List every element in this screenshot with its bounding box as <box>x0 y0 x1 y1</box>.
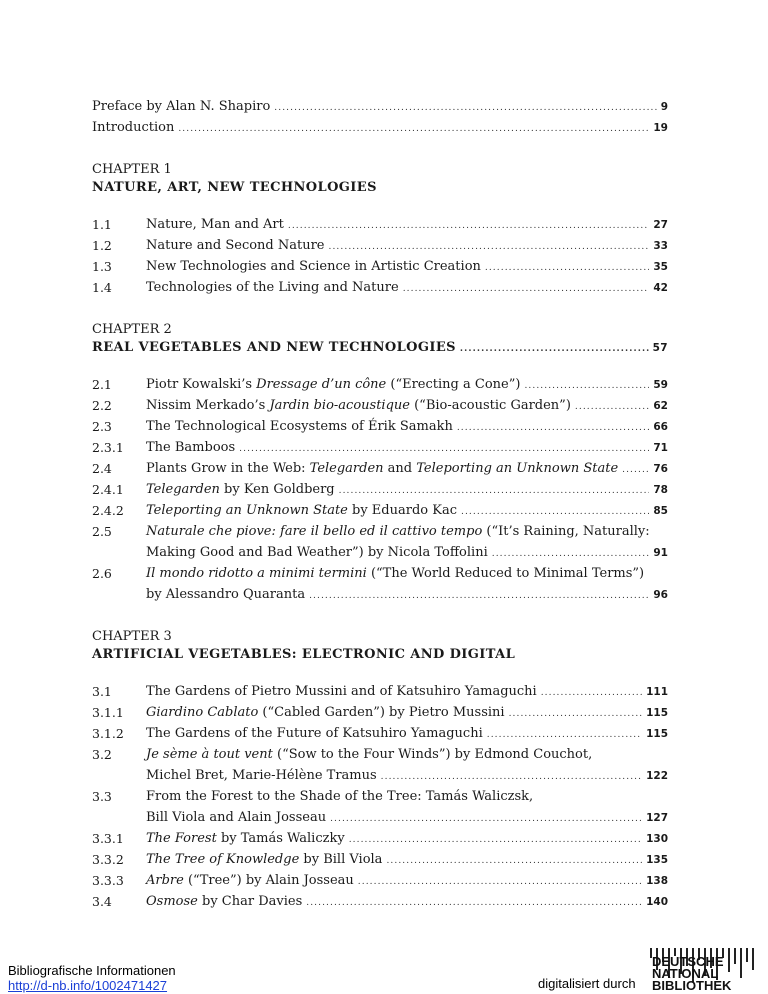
entry-number: 2.3 <box>92 419 112 434</box>
entry-number: 2.5 <box>92 524 112 539</box>
entry-page-number: 127 <box>646 812 668 824</box>
toc-entry <box>92 417 668 437</box>
entry-title: Technologies of the Living and Nature <box>146 280 399 295</box>
entry-title: Bill Viola and Alain Josseau <box>146 810 327 825</box>
dot-leader <box>288 216 650 236</box>
entry-number: 3.1.2 <box>92 726 124 741</box>
dot-leader <box>487 725 642 745</box>
toc-entry <box>92 118 668 138</box>
entry-title: New Technologies and Science in Artistic Creation <box>146 259 481 274</box>
toc-entry <box>92 871 668 891</box>
entry-number: 2.6 <box>92 566 112 581</box>
toc-entry <box>92 808 668 828</box>
toc-entry <box>92 257 668 277</box>
entry-title: Piotr Kowalski’s Dressage d’un cône (“Erecting a Cone”) <box>146 377 521 392</box>
entry-title: Je sème à tout vent (“Sow to the Four Winds”) by Edmond Couchot, <box>146 747 593 762</box>
digitized-by-text: digitalisiert durch <box>538 976 636 991</box>
entry-number: 3.2 <box>92 747 112 762</box>
chapter-heading <box>92 321 668 358</box>
toc-entry <box>92 278 668 298</box>
toc-entry <box>92 585 668 605</box>
dot-leader <box>329 237 650 257</box>
dot-leader <box>461 502 649 522</box>
dot-leader <box>509 704 643 724</box>
toc-entry <box>92 215 668 235</box>
dot-leader <box>381 767 642 787</box>
entry-title: The Gardens of the Future of Katsuhiro Yamaguchi <box>146 726 483 741</box>
entry-page-number: 9 <box>660 101 668 113</box>
dot-leader <box>339 481 650 501</box>
chapter-heading <box>92 161 668 197</box>
entry-page-number: 111 <box>646 686 668 698</box>
dot-leader <box>178 119 649 139</box>
entry-number: 1.2 <box>92 238 112 253</box>
biblio-label: Bibliografische Informationen <box>8 963 176 978</box>
toc-entry <box>92 892 668 912</box>
chapter-title: NATURE, ART, NEW TECHNOLOGIES <box>92 180 377 195</box>
entry-page-number: 76 <box>653 463 668 475</box>
toc-entry <box>92 236 668 256</box>
entry-page-number: 85 <box>653 505 668 517</box>
entry-number: 2.2 <box>92 398 112 413</box>
entry-number: 3.1.1 <box>92 705 124 720</box>
entry-title: Nature, Man and Art <box>146 217 284 232</box>
entry-title: The Gardens of Pietro Mussini and of Katsuhiro Yamaguchi <box>146 684 537 699</box>
logo-bar <box>740 948 742 978</box>
entry-page-number: 122 <box>646 770 668 782</box>
toc-entry <box>92 459 668 479</box>
chapter-label: CHAPTER 2 <box>92 322 172 337</box>
entry-page-number: 19 <box>653 122 668 134</box>
dot-leader <box>330 809 642 829</box>
entry-number: 3.3.2 <box>92 852 124 867</box>
dot-leader <box>485 258 649 278</box>
entry-page-number: 115 <box>646 728 668 740</box>
entry-number: 1.3 <box>92 259 112 274</box>
toc-entry <box>92 396 668 416</box>
logo-bar <box>728 948 730 972</box>
dot-leader <box>541 683 642 703</box>
logo-bar <box>752 948 754 970</box>
entry-page-number: 62 <box>653 400 668 412</box>
entry-page-number: 115 <box>646 707 668 719</box>
logo-bar <box>746 948 748 962</box>
entry-title: Teleporting an Unknown State by Eduardo Kac <box>146 503 457 518</box>
dot-leader <box>403 279 650 299</box>
entry-title: Nissim Merkado’s Jardin bio-acoustique (“Bio-acoustic Garden”) <box>146 398 571 413</box>
toc-entry <box>92 543 668 563</box>
dot-leader <box>309 586 649 606</box>
entry-page-number: 78 <box>653 484 668 496</box>
toc-entry <box>92 501 668 521</box>
logo-line-2: NATIONAL <box>652 966 719 981</box>
entry-title: Osmose by Char Davies <box>146 894 303 909</box>
dot-leader <box>274 98 656 118</box>
toc-entry <box>92 522 668 542</box>
entry-page-number: 130 <box>646 833 668 845</box>
logo-line-1: DEUTSCHE <box>652 954 724 969</box>
entry-page-number: 138 <box>646 875 668 887</box>
entry-number: 1.4 <box>92 280 112 295</box>
entry-title: The Tree of Knowledge by Bill Viola <box>146 852 383 867</box>
entry-page-number: 33 <box>653 240 668 252</box>
entry-number: 3.1 <box>92 684 112 699</box>
dnb-logo <box>646 946 764 992</box>
dot-leader <box>492 544 650 564</box>
entry-number: 3.3.1 <box>92 831 124 846</box>
dot-leader <box>349 830 642 850</box>
entry-number: 2.3.1 <box>92 440 124 455</box>
entry-number: 2.1 <box>92 377 112 392</box>
dot-leader <box>306 893 642 913</box>
toc-entry <box>92 480 668 500</box>
chapter-page-number: 57 <box>652 342 668 354</box>
chapter-heading <box>92 628 668 664</box>
dot-leader <box>239 439 649 459</box>
entry-page-number: 66 <box>653 421 668 433</box>
toc-entry <box>92 724 668 744</box>
dot-leader <box>457 418 650 438</box>
entry-page-number: 42 <box>653 282 668 294</box>
entry-number: 3.3.3 <box>92 873 124 888</box>
chapter-label: CHAPTER 3 <box>92 629 172 644</box>
entry-title: The Bamboos <box>146 440 236 455</box>
entry-title: by Alessandro Quaranta <box>146 587 306 602</box>
entry-title: Giardino Cablato (“Cabled Garden”) by Pietro Mussini <box>146 705 505 720</box>
entry-title: Michel Bret, Marie-Hélène Tramus <box>146 768 377 783</box>
toc-entry <box>92 682 668 702</box>
entry-number: 3.3 <box>92 789 112 804</box>
toc-entry <box>92 766 668 786</box>
toc-entry <box>92 850 668 870</box>
entry-title: Introduction <box>92 120 175 135</box>
chapter-label: CHAPTER 1 <box>92 162 172 177</box>
entry-number: 2.4.1 <box>92 482 124 497</box>
entry-page-number: 91 <box>653 547 668 559</box>
entry-page-number: 140 <box>646 896 668 908</box>
dot-leader <box>386 851 642 871</box>
dot-leader <box>524 376 649 396</box>
entry-title: Making Good and Bad Weather”) by Nicola Toffolini <box>146 545 488 560</box>
entry-page-number: 71 <box>653 442 668 454</box>
toc-entry <box>92 438 668 458</box>
entry-number: 3.4 <box>92 894 112 909</box>
entry-title: Preface by Alan N. Shapiro <box>92 99 271 114</box>
toc-entry <box>92 829 668 849</box>
toc-entry <box>92 564 668 584</box>
toc-entry <box>92 375 668 395</box>
logo-line-3: BIBLIOTHEK <box>652 978 732 992</box>
dot-leader <box>358 872 642 892</box>
entry-title: The Forest by Tamás Waliczky <box>146 831 345 846</box>
entry-title: Naturale che piove: fare il bello ed il cattivo tempo (“It’s Raining, Naturally: <box>146 524 650 539</box>
entry-number: 2.4 <box>92 461 112 476</box>
entry-page-number: 59 <box>653 379 668 391</box>
chapter-title: ARTIFICIAL VEGETABLES: ELECTRONIC AND DIGITAL <box>92 647 516 662</box>
entry-title: Arbre (“Tree”) by Alain Josseau <box>146 873 354 888</box>
toc-entry <box>92 97 668 117</box>
chapter-title: REAL VEGETABLES AND NEW TECHNOLOGIES <box>92 340 456 355</box>
dot-leader <box>622 460 649 480</box>
entry-number: 1.1 <box>92 217 112 232</box>
dot-leader <box>575 397 649 417</box>
biblio-link[interactable]: http://d-nb.info/1002471427 <box>8 978 168 993</box>
bibliographic-info <box>8 963 176 993</box>
entry-title: Nature and Second Nature <box>146 238 325 253</box>
dot-leader <box>460 340 649 358</box>
entry-page-number: 35 <box>653 261 668 273</box>
entry-title: Plants Grow in the Web: Telegarden and Teleporting an Unknown State <box>146 461 619 476</box>
logo-bar <box>734 948 736 964</box>
entry-page-number: 27 <box>653 219 668 231</box>
toc-entry <box>92 703 668 723</box>
entry-title: Il mondo ridotto a minimi termini (“The World Reduced to Minimal Terms”) <box>146 566 645 581</box>
toc-entry <box>92 787 668 807</box>
entry-title: The Technological Ecosystems of Érik Samakh <box>146 419 453 434</box>
entry-title: Telegarden by Ken Goldberg <box>146 482 335 497</box>
entry-title: From the Forest to the Shade of the Tree: Tamás Waliczsk, <box>146 789 534 804</box>
toc-entry <box>92 745 668 765</box>
entry-number: 2.4.2 <box>92 503 124 518</box>
entry-page-number: 135 <box>646 854 668 866</box>
entry-page-number: 96 <box>653 589 668 601</box>
